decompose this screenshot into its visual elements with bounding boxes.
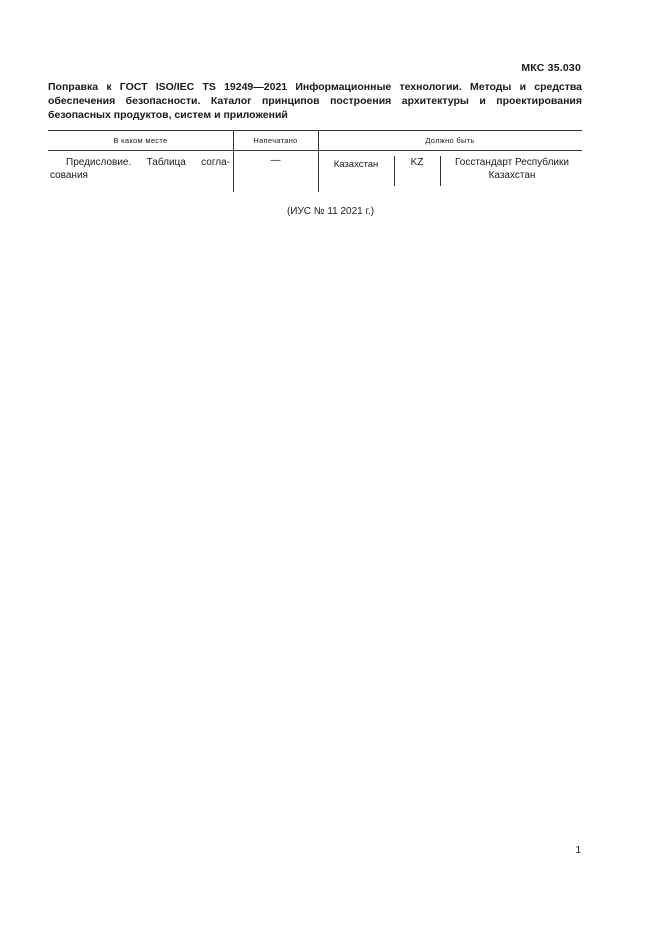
correction-table <box>48 130 582 192</box>
header-where: В каком месте <box>113 136 168 145</box>
cell-printed: — <box>270 155 281 166</box>
mks-code: МКС 35.030 <box>521 62 581 74</box>
cell-organization: Госстандарт Республики Казахстан <box>455 157 569 181</box>
cell-country: Казахстан <box>333 159 379 170</box>
header-printed: Напечатано <box>253 136 298 145</box>
document-title: Поправка к ГОСТ ISO/IEC TS 19249—2021 Информационные технологии. Методы и средства обеспечения безопасности. Каталог принципов построения архитектуры и проектирования безопасных продуктов, систем и приложений <box>48 81 582 121</box>
page-number: 1 <box>575 845 581 856</box>
table-top-border <box>48 130 582 131</box>
ius-footnote: (ИУС № 11 2021 г.) <box>286 206 375 217</box>
table-header-border <box>48 150 582 151</box>
cell-code: KZ <box>410 157 424 168</box>
cell-where: Предисловие. Таблица согла-сования <box>50 157 230 181</box>
column-divider-4 <box>440 156 441 186</box>
header-should-be: Должно быть <box>425 136 475 145</box>
